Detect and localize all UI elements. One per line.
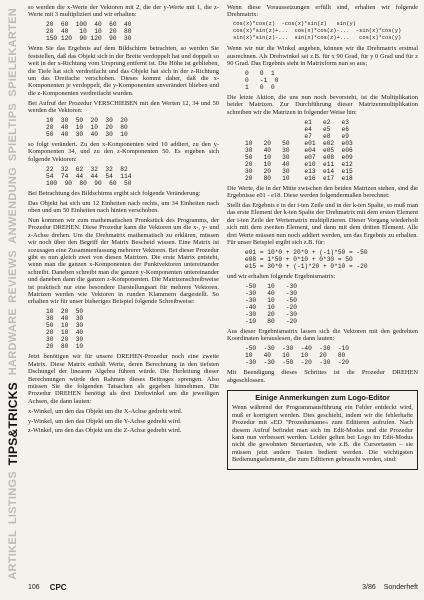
- magazine-name: CPC: [49, 582, 67, 592]
- paragraph: Wenn diese Voraussetzungen erfüllt sind, erhalten wir folgende Drehmatrix:: [227, 4, 418, 19]
- paragraph: y-Winkel, um den das Objekt um die Y-Achse gedreht wird.: [28, 417, 182, 425]
- value-matrix: -50 -30 -30 -40 -30 -10 10 40 10 10 20 80 -30 -30 -50 -20 -30 -20: [245, 345, 349, 367]
- paragraph: so folgt verändert. Zu den x-Komponenten wird 10 addiert, zu den y-Komponenten 34, und zu den z-Komponenten 50. Es ergeben sich folgende Vektoren:: [28, 140, 219, 163]
- logo-editor-box: [227, 390, 418, 470]
- box-text: Wenn während der Programmausführung ein Fehler entdeckt wird, muß er korrigiert werden. Dies geschieht, indem wir die fehlerhafte Prozedur mit »ED "Prozedurname« zum Editieren aufrufen. Nach diesem Aufruf befindet man sich im Edit-Modus und die Prozedur kann nun verbessert werden. Leider gelten bei Logo im Edit-Modus nicht die gewohnten Steuertasten, wie z.B. die Cursortasten – sie müssen jetzt andere Tasten bedient werden. Die wichtigsten Bedienungselemente, die zum Editieren gebraucht werden, sind:: [232, 404, 413, 464]
- paragraph: und wir erhalten folgende Ergebnismatrix:: [227, 273, 336, 280]
- paragraph: z-Winkel, um den das Objekt um die Z-Achse gedreht wird.: [28, 427, 182, 435]
- paragraph: Die letzte Aktion, die uns nun noch bevorsteht, ist die Multiplikation beider Matrizen. Zur Durchführung dieser Matrizenmultiplikation schreiben wir die Matrizen in folgender Weise hin:: [227, 94, 418, 116]
- result-matrix: -50 10 -30 -30 40 -30 -30 10 -50 -40 10 -20 -30 20 -30 -10 80 -20: [245, 282, 297, 325]
- paragraph: Stellt das Ergebnis e in der i-ten Zeile und in der k-ten Spalte, so muß man das erste Element der k-ten Spalte der Drehmatrix mit dem ersten Element der i-ten Zeile der Wertematrix multiplizieren. Dieser Vorgang wiederholt sich mit dem zweiten Element, und dann mit dem dritten Element. Alle drei Werte müssen nun noch addiert werden, um das Ergebnis zu erhalten. Für unser Beispiel ergibt sich z.B. für:: [227, 202, 418, 247]
- multiplication-layout: e1 e2 e3 e4 e5 e6 e7 e8 e9 10 20 50 e01 e02 e03 30 40 30 e04 e05 e06 50 10 30 e07 e08 e09 20 10 40 e10 e11 e12 30 20 30 e13 e14 e15 20 80 10 e16 e17 e18: [245, 118, 353, 182]
- value-matrix: 10 30 50 20 30 20 20 40 10 10 20 80 50 40 30 40 30 10: [46, 116, 128, 138]
- paragraph: x-Winkel, um den das Objekt um die X-Achse gedreht wird.: [28, 407, 183, 415]
- rotation-matrix: cos(x)*cos(z) -cos(x)*sin(z) sin(y) cos(x)*sin(z)+... cos(x)*cos(z)-... -sin(x)*cos(y) sin(x)*sin(z)-... sin(x)*cos(z)+... cos(x)*cos(y): [233, 21, 402, 42]
- sidebar-word: HARDWARE: [7, 308, 19, 376]
- value-matrix: 22 32 62 32 32 82 54 74 44 44 54 114 100 90 80 90 60 50: [46, 165, 132, 187]
- paragraph: Nun kommen wir zum mathematischen Prunkstück des Programms, der Prozedur DREHEN. Diese Prozedur kann die Vektoren um die x-, y- und z-Achse drehen. Um die Drehmatrix mathematisch zu erklären, müssen wir noch über den Begriff der Matrix Bescheid wissen. Eine Matrix ist sozusagen eine Zusammenfassung mehrerer Vektoren. Bei dieser Prozedur gibt es nun gleich zwei von diesen Matrizen. Die erste Matrix entsteht, wenn man die ganzen x-Komponenten der Punktvektoren untereinander schreibt. Daneben schreibt man die ganzen y-Komponenten untereinander und daneben dann die ganzen z-Komponenten. Die Matrizenschreibweise ist praktisch nur eine besondere Darstellungsart für mehrere Vektoren. Matrizen werden wie Vektoren in runden Klammern dargestellt. So erhalten wir für unser bisheriges Beispiel folgende Schreibweise:: [28, 216, 219, 306]
- paragraph: Mit Beendigung dieses Schrittes ist die Prozedur DREHEN abgeschlossen.: [227, 369, 418, 384]
- page-number: 106: [28, 583, 40, 591]
- page-footer: [28, 580, 418, 594]
- paragraph: Das Objekt hat sich um 12 Einheiten nach rechts, um 34 Einheiten nach oben und um 50 Einheiten nach hinten verschoben.: [28, 199, 219, 214]
- section-sidebar: [0, 0, 26, 600]
- sidebar-word: SPIELTIPS: [7, 102, 19, 161]
- article-body: [28, 4, 418, 574]
- paragraph: Jetzt benötigen wir für unsere DREHEN-Prozedur noch eine zweite Matrix. Diese Matrix enthält Werte, deren Berechnung in den tiefsten Dschungel der linearen Algebra führen würde. Die Herleitung dieser Berechnungen würde den Rahmen dieses Beitrages sprengen. Also müssen Sie die folgenden Tatsachen als gegeben hinnehmen. Die Prozedur DREHEN benötigt als drei Drehwinkel um die jeweiligen Achsen, die dann lauten:: [28, 353, 219, 405]
- sidebar-word: REVIEWS: [7, 249, 19, 303]
- paragraph: Die Werte, die in der Mitte zwischen den beiden Matrizen stehen, sind die Ergebnisse e01 - e18. Diese werden folgendermaßen berechnet:: [227, 184, 418, 200]
- value-matrix: 20 60 100 40 60 40 20 40 10 10 20 80 150 120 90 120 90 30: [46, 21, 132, 43]
- paragraph: so werden die x-Werte der Vektoren mit 2, die der y-Werte mit 1, die z-Werte mit 3 multipliziert und wir erhalten:: [28, 4, 219, 19]
- formula-list: e01 = 10*0 + 20*0 + (-1)*50 = -50 e08 = 1*50 + 0*10 + 0*30 = 50 e15 = 30*0 + (-1)*20 + 0*10 = -20: [245, 249, 368, 270]
- sidebar-word-active: TIPS&TRICKS: [6, 381, 20, 465]
- column-right: [227, 4, 418, 574]
- edition-label: Sonderheft: [383, 583, 418, 591]
- column-left: [28, 4, 219, 574]
- sidebar-word: ANWENDUNG: [7, 166, 19, 244]
- paragraph: Bei Aufruf der Prozedur VERSCHIEBEN mit den Werten 12, 34 und 50 werden die Vektoren:: [28, 99, 219, 115]
- issue-number: 3/86: [362, 583, 376, 591]
- sidebar-word: LISTINGS: [7, 471, 19, 525]
- box-title: Einige Anmerkungen zum Logo-Editor: [255, 393, 390, 403]
- value-matrix: 10 20 50 30 40 30 50 10 30 20 10 40 30 20 30 20 80 10: [46, 308, 84, 351]
- paragraph: Wenn wir nur die Winkel angeben, können wir die Drehmatrix erstmal ausrechnen. Als Drehwinkel sei z.B. für x 90 Grad, für y 0 Grad und für z 90 Grad. Das Ergebnis sieht in Matrixform nun so aus:: [227, 45, 418, 68]
- sidebar-word: SPIELEKARTEN: [7, 8, 19, 97]
- paragraph: Bei Betrachtung des Bildschirms ergibt sich folgende Veränderung:: [28, 189, 201, 197]
- paragraph: Wenn Sie das Ergebnis auf dem Bildschirm betrachten, so werden Sie feststellen, daß das Objekt sich in der Breite verdoppelt hat und doppelt so weit in der x-Richtung vom Ursprung entfernt ist. Die Höhe ist geblieben, die Tiefe hat sich verdreifacht und das Objekt hat sich in der z-Richtung um das Dreifache verschoben. Dieses kommt daher, daß die x-Komponenten je verdoppelt, die y-Komponenten unverändert blieben und die z-Komponenten verdreifacht wurden.: [28, 45, 219, 97]
- paragraph: Aus dieser Ergebnismatrix lassen sich die Vektoren mit den gedrehten Koordinaten herauslesen, die dann lauten:: [227, 327, 418, 343]
- sidebar-word: ARTIKEL: [7, 530, 19, 580]
- value-matrix: 0 0 1 0 -1 0 1 0 0: [245, 70, 279, 92]
